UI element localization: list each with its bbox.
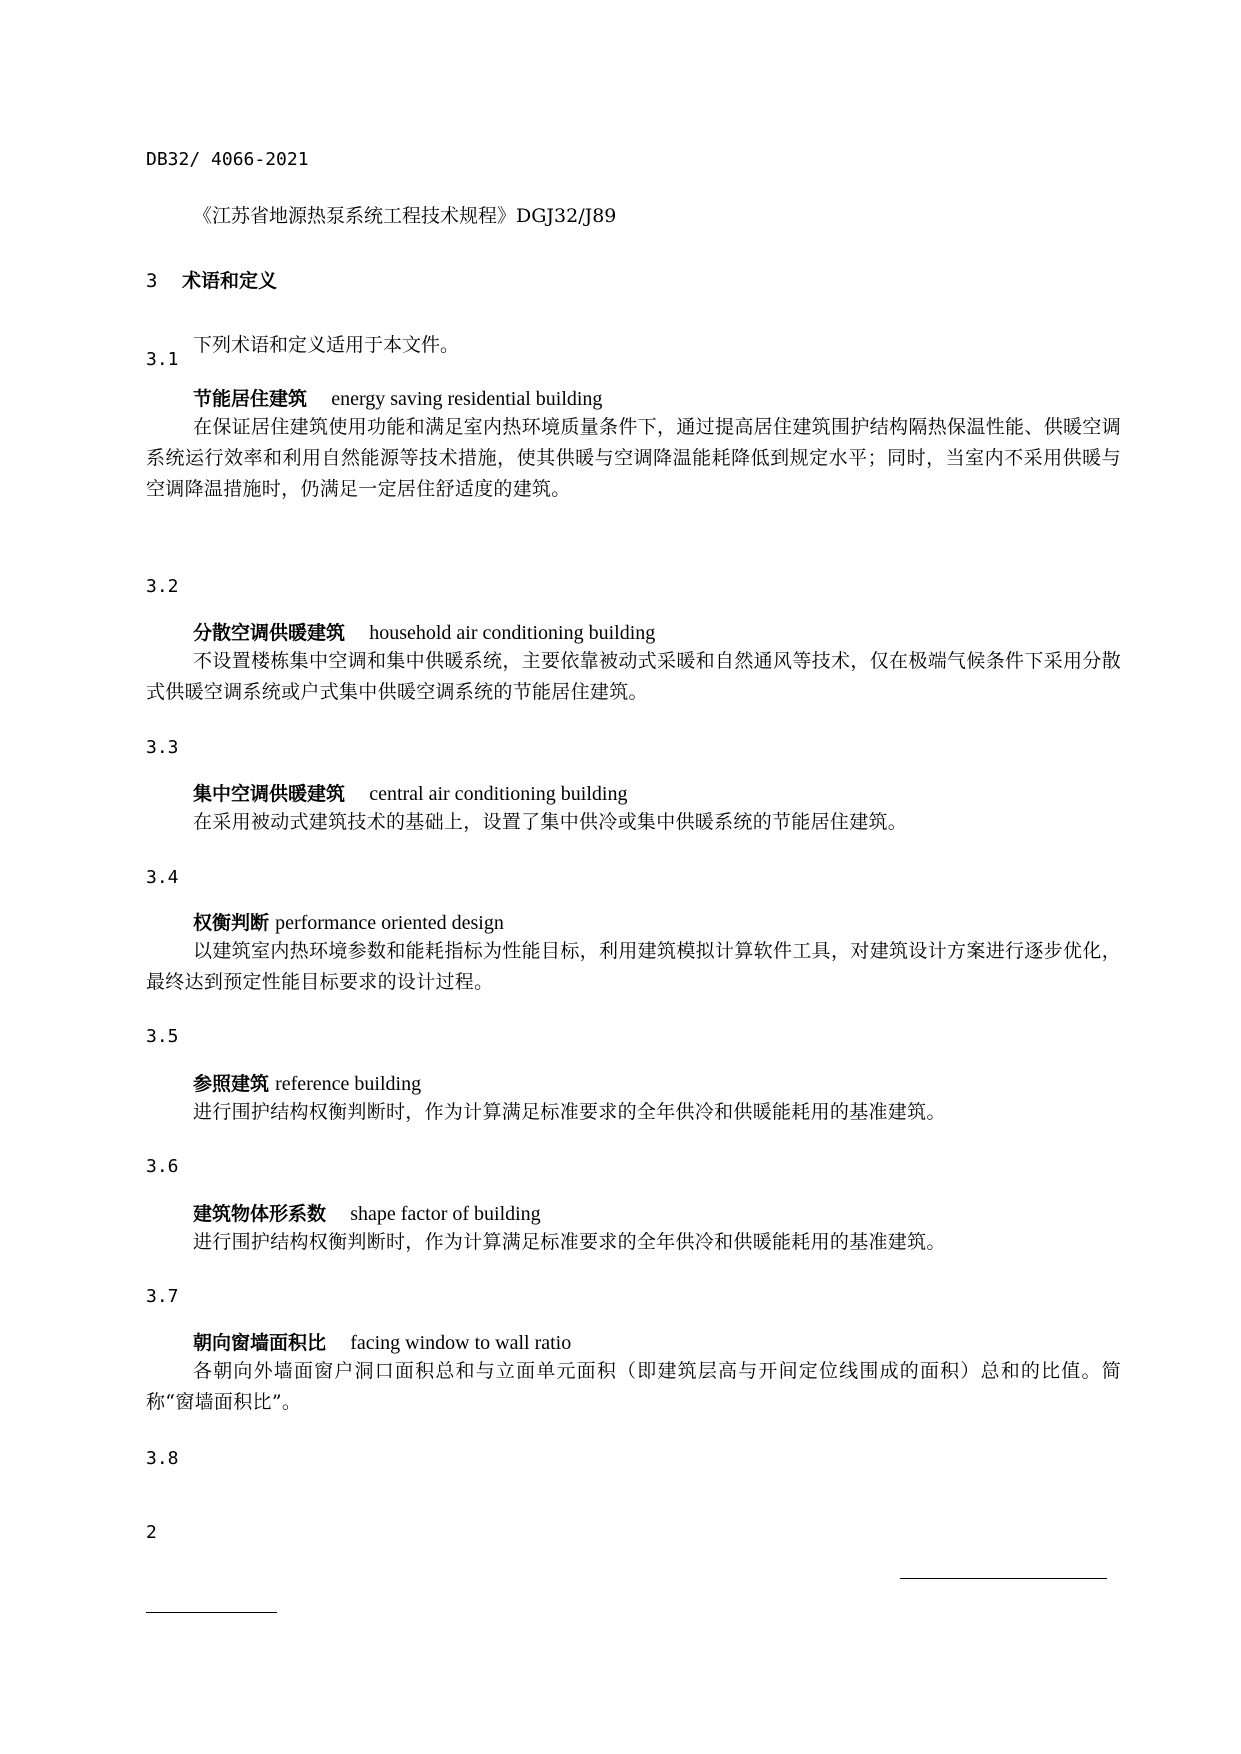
section-heading bbox=[146, 268, 277, 294]
clause-number: 3.6 bbox=[146, 1156, 179, 1177]
term-chinese: 节能居住建筑 bbox=[193, 388, 308, 410]
term-chinese: 分散空调供暖建筑 bbox=[193, 622, 346, 644]
footnote-separator bbox=[146, 1612, 277, 1613]
term-chinese: 权衡判断 bbox=[193, 912, 270, 934]
term-chinese: 集中空调供暖建筑 bbox=[193, 783, 346, 805]
term-definition: 在采用被动式建筑技术的基础上，设置了集中供冷或集中供暖系统的节能居住建筑。 bbox=[193, 811, 908, 833]
term-chinese: 朝向窗墙面积比 bbox=[193, 1332, 327, 1354]
clause-number: 3.2 bbox=[146, 576, 179, 597]
clause-number: 3.5 bbox=[146, 1026, 179, 1047]
term-heading bbox=[193, 781, 627, 807]
term-definition: 进行围护结构权衡判断时，作为计算满足标准要求的全年供冷和供暖能耗用的基准建筑。 bbox=[193, 1101, 946, 1123]
term-chinese: 建筑物体形系数 bbox=[193, 1203, 327, 1225]
term-definition: 不设置楼栋集中空调和集中供暖系统，主要依靠被动式采暖和自然通风等技术，仅在极端气候条件下采用分散式供暖空调系统或户式集中供暖空调系统的节能居住建筑。 bbox=[146, 650, 1121, 703]
clause-number: 3.3 bbox=[146, 737, 179, 758]
clause-number: 3.4 bbox=[146, 867, 179, 888]
page-number: 2 bbox=[146, 1522, 157, 1543]
term-heading bbox=[193, 910, 504, 936]
term-english: facing window to wall ratio bbox=[350, 1332, 572, 1354]
footer-rule-right bbox=[900, 1578, 1107, 1579]
section-title: 术语和定义 bbox=[182, 270, 278, 292]
term-english: central air conditioning building bbox=[369, 783, 628, 805]
standard-code: DB32/ 4066-2021 bbox=[146, 149, 309, 170]
term-english: energy saving residential building bbox=[331, 388, 603, 410]
clause-number: 3.8 bbox=[146, 1448, 179, 1469]
term-heading bbox=[193, 620, 655, 646]
reference-standard: 《江苏省地源热泵系统工程技术规程》DGJ32/J89 bbox=[193, 205, 617, 227]
term-definition: 进行围护结构权衡判断时，作为计算满足标准要求的全年供冷和供暖能耗用的基准建筑。 bbox=[193, 1231, 946, 1253]
clause-number: 3.7 bbox=[146, 1286, 179, 1307]
term-english: reference building bbox=[275, 1073, 422, 1095]
term-heading bbox=[193, 1071, 421, 1097]
term-definition: 以建筑室内热环境参数和能耗指标为性能目标，利用建筑模拟计算软件工具，对建筑设计方案进行逐步优化，最终达到预定性能目标要求的设计过程。 bbox=[146, 940, 1121, 993]
term-heading bbox=[193, 1201, 541, 1227]
term-english: shape factor of building bbox=[350, 1203, 541, 1225]
term-definition: 在保证居住建筑使用功能和满足室内热环境质量条件下，通过提高居住建筑围护结构隔热保温性能、供暖空调系统运行效率和利用自然能源等技术措施，使其供暖与空调降温能耗降低到规定水平；同时，当室内不采用供暖与空调降温措施时，仍满足一定居住舒适度的建筑。 bbox=[146, 416, 1121, 500]
term-definition: 各朝向外墙面窗户洞口面积总和与立面单元面积（即建筑层高与开间定位线围成的面积）总和的比值。简称“窗墙面积比”。 bbox=[146, 1360, 1121, 1413]
term-chinese: 参照建筑 bbox=[193, 1073, 270, 1095]
section-number: 3 bbox=[146, 270, 158, 292]
term-english: performance oriented design bbox=[275, 912, 504, 934]
section-intro: 下列术语和定义适用于本文件。 bbox=[193, 334, 460, 356]
clause-number: 3.1 bbox=[146, 349, 179, 370]
term-english: household air conditioning building bbox=[369, 622, 656, 644]
term-heading bbox=[193, 1330, 571, 1356]
term-heading bbox=[193, 386, 602, 412]
